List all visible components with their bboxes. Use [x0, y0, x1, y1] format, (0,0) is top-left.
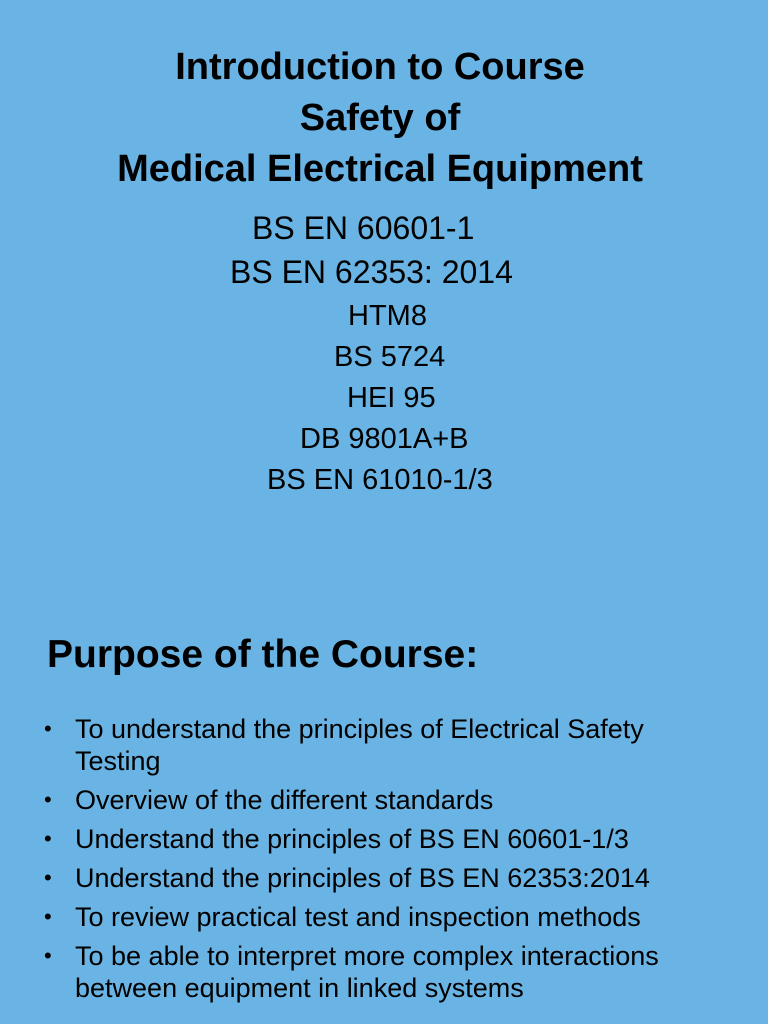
list-item	[0, 940, 768, 1004]
list-item	[0, 901, 768, 933]
list-item	[0, 713, 768, 777]
list-item-text: To review practical test and inspection methods	[75, 902, 641, 932]
list-item-text: To be able to interpret more complex interactions between equipment in linked systems	[75, 941, 659, 1003]
purpose-heading: Purpose of the Course:	[47, 633, 479, 676]
title-line-2: Safety of	[299, 97, 461, 139]
standard-bs-en-60601-1: BS EN 60601-1	[252, 210, 475, 246]
standard-htm8: HTM8	[348, 300, 427, 332]
standard-bs-5724: BS 5724	[334, 341, 446, 373]
slide-title	[0, 42, 760, 195]
list-item	[0, 862, 768, 894]
bullet-icon: •	[44, 716, 52, 741]
title-line-1: Introduction to Course	[175, 46, 585, 88]
list-item-text: Understand the principles of BS EN 60601-1/3	[75, 824, 629, 854]
standard-bs-en-61010: BS EN 61010-1/3	[267, 464, 493, 496]
bullet-icon: •	[44, 865, 52, 890]
list-item-text: To understand the principles of Electrical Safety Testing	[75, 714, 644, 776]
list-item-text: Understand the principles of BS EN 62353:2014	[75, 863, 650, 893]
purpose-list	[0, 713, 768, 1011]
standard-bs-en-62353: BS EN 62353: 2014	[230, 254, 513, 290]
standard-db-9801ab: DB 9801A+B	[300, 423, 469, 455]
bullet-icon: •	[44, 787, 52, 812]
list-item-text: Overview of the different standards	[75, 785, 494, 815]
title-line-3: Medical Electrical Equipment	[117, 148, 643, 190]
bullet-icon: •	[44, 826, 52, 851]
list-item	[0, 823, 768, 855]
bullet-icon: •	[44, 904, 52, 929]
list-item	[0, 784, 768, 816]
bullet-icon: •	[44, 943, 52, 968]
standard-hei-95: HEI 95	[347, 382, 436, 414]
